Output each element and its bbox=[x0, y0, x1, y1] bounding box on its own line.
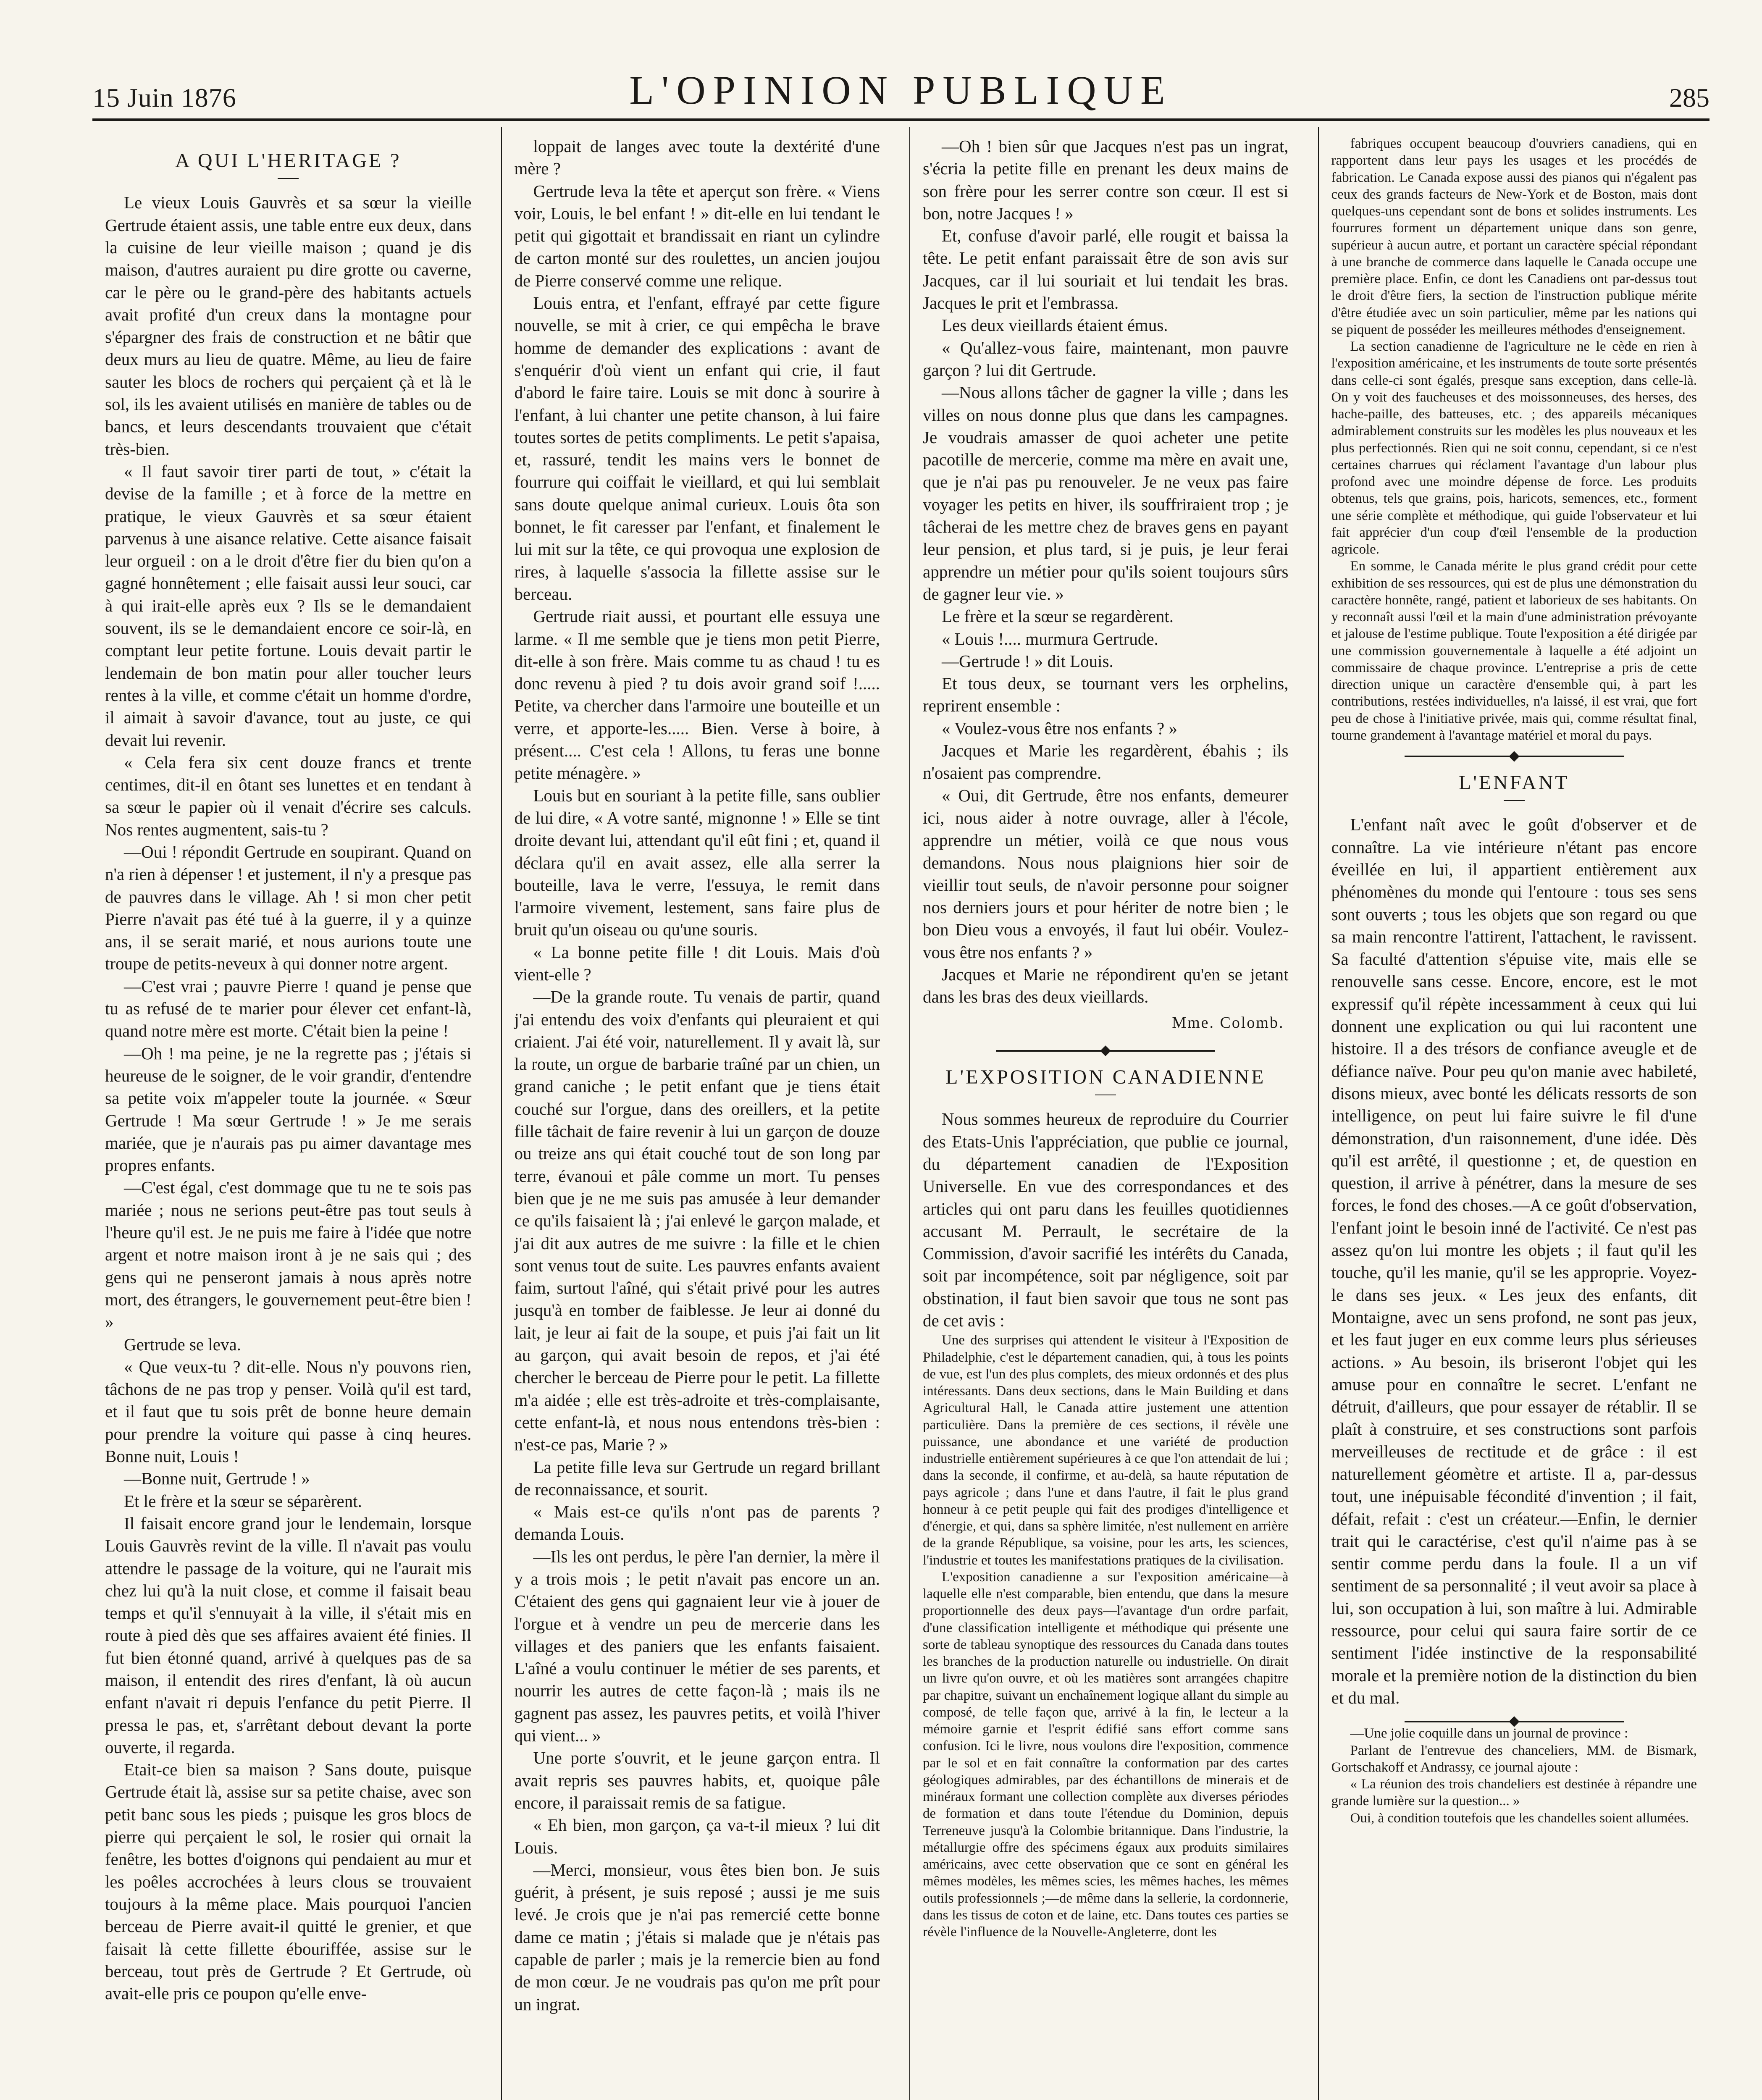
paragraph: Une des surprises qui attendent le visiteur à l'Exposition de Philadelphie, c'est le département canadien, qui, à tous les points de vue, est l'un des plus complets, des mieux ordonnés et des plus intéressants. Dans deux sections, dans le Main Building et dans Agricultural Hall, le Canada attire justement une attention particulière. Dans la première de ces sections, il révèle une puissance, une abondance et une variété de production industrielle entièrement supérieures à ce que l'on attendait de lui ; dans la seconde, il confirme, et au-delà, sa haute réputation de pays agricole ; dans l'une et dans l'autre, il fait le plus grand honneur à ce petit peuple qui fait des prodiges d'intelligence et d'énergie, et qui, dans sa sphère limitée, n'est nullement en arrière de la grande République, sa voisine, pour les arts, les sciences, l'industrie et toutes les manifestations pratiques de la civilisation. bbox=[923, 1333, 1289, 1568]
page-number: 285 bbox=[1669, 83, 1709, 113]
paragraph: « La bonne petite fille ! dit Louis. Mais d'où vient-elle ? bbox=[514, 942, 880, 984]
paragraph: —Ils les ont perdus, le père l'an dernier, la mère il y a trois mois ; le petit n'avait pas encore un an. C'étaient des gens qui gagnaient leur vie à jouer de l'orgue et à vendre un peu de mercerie dans les villages et des paniers que les enfants faisaient. L'aîné a voulu continuer le métier de ses parents, et nourrir les autres de cette façon-là ; mais ils ne gagnent pas assez, les pauvres petits, et voilà l'hiver qui vient... » bbox=[514, 1546, 880, 1746]
paragraph: La petite fille leva sur Gertrude un regard brillant de reconnaissance, et sourit. bbox=[514, 1457, 880, 1499]
paragraph: —Oh ! bien sûr que Jacques n'est pas un ingrat, s'écria la petite fille en prenant les deux mains de son frère pour les serrer contre son cœur. Il est si bon, notre Jacques ! » bbox=[923, 136, 1289, 223]
section-divider bbox=[996, 1050, 1215, 1052]
exposition-quote-part2 bbox=[1331, 135, 1697, 744]
paragraph: Oui, à condition toutefois que les chandelles soient allumées. bbox=[1350, 1810, 1689, 1826]
paragraph: « Oui, dit Gertrude, être nos enfants, demeurer ici, nous aider à notre ouvrage, aller à l'école, apprendre un métier, voilà ce que nous vous demandons. Nous nous plaignions hier soir de vieillir tout seuls, de n'avoir personne pour soigner nos derniers jours et pour hériter de notre bien ; le bon Dieu vous a envoyés, il faut lui obéir. Voulez-vous être nos enfants ? » bbox=[923, 785, 1289, 962]
title-rule bbox=[278, 178, 299, 179]
paragraph: « Que veux-tu ? dit-elle. Nous n'y pouvons rien, tâchons de ne pas trop y penser. Voilà qu'il est tard, et il faut que tu sois prêt de bonne heure demain pour prendre la voiture qui passe à cinq heures. Bonne nuit, Louis ! bbox=[105, 1357, 472, 1466]
paragraph: —Une jolie coquille dans un journal de province : bbox=[1350, 1726, 1628, 1741]
article-heritage-part3 bbox=[923, 135, 1289, 1008]
paragraph: Et le frère et la sœur se séparèrent. bbox=[124, 1491, 362, 1511]
paragraph: —C'est égal, c'est dommage que tu ne te sois pas mariée ; nous ne serions peut-être pas tout seuls à l'heure qu'il est. Je ne puis me faire à l'idée que notre argent et notre maison iront à je ne sais qui ; des gens qui ne penseront jamais à nous après notre mort, des étrangers, le gouvernement peut-être bien ! » bbox=[105, 1178, 472, 1332]
newspaper-title: L'OPINION PUBLIQUE bbox=[629, 68, 1173, 113]
paragraph: Louis entra, et l'enfant, effrayé par cette figure nouvelle, se mit à crier, ce qui empêcha le brave homme de demander des explications : avant de s'enquérir d'où vient un enfant qui crie, il faut d'abord le faire taire. Louis se mit donc à sourire à l'enfant, à lui chanter une petite chanson, à lui faire toutes sortes de petits compliments. Le petit s'apaisa, et, rassuré, tendit les mains vers le bonnet de fourrure qui coiffait le vieillard, et qui lui semblait sans doute quelque animal curieux. Louis ôta son bonnet, le fit caresser par l'enfant, et finalement le lui mit sur la tête, ce qui provoqua une explosion de rires, à laquelle s'associa la fillette assise sur le berceau. bbox=[514, 293, 880, 604]
paragraph: —Oui ! répondit Gertrude en soupirant. Quand on n'a rien à dépenser ! et justement, il n'y a presque pas de pauvres dans le village. Ah ! si mon cher petit Pierre n'avait pas été tué à la guerre, il y a quinze ans, il se serait marié, et nous aurions toute une troupe de petits-neveux à qui donner notre argent. bbox=[105, 842, 472, 974]
paragraph: En somme, le Canada mérite le plus grand crédit pour cette exhibition de ses ressources, qui est de plus une démonstration du caractère honnête, rangé, patient et laborieux de ses habitants. On y reconnaît aussi l'œil et la main d'une administration prévoyante et jalouse de l'estime publique. Toute l'exposition a été dirigée par une commission gouvernementale à laquelle a été adjoint un commissaire de chaque province. L'entreprise a pris de cette direction unique un caractère d'ensemble qui, à part les contributions, restées individuelles, n'a laissé, il est vrai, que fort peu de chose à l'initiative privée, mais qui, comme résultat final, tourne grandement à l'avantage matériel et moral du pays. bbox=[1331, 559, 1697, 743]
paragraph: loppait de langes avec toute la dextérité d'une mère ? bbox=[514, 136, 880, 178]
paragraph: Et tous deux, se tournant vers les orphelins, reprirent ensemble : bbox=[923, 674, 1289, 716]
paragraph: Jacques et Marie les regardèrent, ébahis ; ils n'osaient pas comprendre. bbox=[923, 741, 1289, 783]
column-2 bbox=[501, 127, 893, 2100]
columns bbox=[92, 127, 1709, 2100]
brief-note bbox=[1331, 1725, 1697, 1827]
paragraph: « Voulez-vous être nos enfants ? » bbox=[942, 718, 1177, 738]
paragraph: « Eh bien, mon garçon, ça va-t-il mieux ? lui dit Louis. bbox=[514, 1815, 880, 1857]
paragraph: Les deux vieillards étaient émus. bbox=[942, 315, 1168, 335]
paragraph: Le frère et la sœur se regardèrent. bbox=[942, 606, 1174, 626]
exposition-quote-part1 bbox=[923, 1332, 1289, 1940]
column-4 bbox=[1318, 127, 1710, 2100]
paragraph: Gertrude se leva. bbox=[124, 1334, 241, 1354]
article-title-enfant: L'ENFANT bbox=[1458, 772, 1570, 794]
paragraph: —Merci, monsieur, vous êtes bien bon. Je suis guérit, à présent, je suis reposé ; aussi je me suis levé. Je crois que je n'ai pas remercié cette bonne dame ce matin ; j'étais si malade que je n'étais pas capable de parler ; mais je la remercie bien au fond de mon cœur. Je ne voudrais pas qu'on me prît pour un ingrat. bbox=[514, 1860, 880, 2014]
paragraph: Il faisait encore grand jour le lendemain, lorsque Louis Gauvrès revint de la ville. Il n'avait pas voulu attendre le passage de la voiture, qui ne l'aurait mis chez lui qu'à la nuit close, et comme il faisait beau temps et qu'il s'ennuyait à la ville, il s'était mis en route à pied dès que ses affaires avaient été finies. Il fut bien étonné quand, arrivé à quelques pas de sa maison, il entendit des rires d'enfant, là où aucun enfant n'avait ri depuis l'enfance du petit Pierre. Il pressa le pas, et, s'arrêtant debout devant la porte ouverte, il regarda. bbox=[105, 1513, 472, 1757]
paragraph: Et, confuse d'avoir parlé, elle rougit et baissa la tête. Le petit enfant paraissait être de son avis sur Jacques, car il lui souriait et lui tendait les bras. Jacques le prit et l'embrassa. bbox=[923, 226, 1289, 313]
paragraph: —Oh ! ma peine, je ne la regrette pas ; j'étais si heureuse de le soigner, de le voir grandir, d'entendre sa petite voix m'appeler toute la journée. « Sœur Gertrude ! Ma sœur Gertrude ! » Je me serais mariée, que je n'aurais pas pu aimer davantage mes propres enfants. bbox=[105, 1043, 472, 1175]
article-title-exposition: L'EXPOSITION CANADIENNE bbox=[945, 1066, 1266, 1088]
paragraph: La section canadienne de l'agriculture ne le cède en rien à l'exposition américaine, et les instruments de toute sorte présentés dans celle-ci sont égalés, presque sans exception, dans celle-là. On y voit des faucheuses et des moissonneuses, des herses, des hache-paille, des batteuses, etc. ; des appareils mécaniques admirablement construits sur les modèles les plus nouveaux et les plus perfectionnés. Rien qui ne soit connu, cependant, si ce n'est certaines charrues qui réclament l'avantage d'un labour plus profond avec une moindre dépense de force. Les produits obtenus, tels que grains, pois, haricots, semences, etc., forment une série complète et méthodique, qui guide l'observateur et lui fait apprécier d'un coup d'œil l'ensemble de la production agricole. bbox=[1331, 339, 1697, 557]
paragraph: —Gertrude ! » dit Louis. bbox=[942, 651, 1113, 671]
paragraph: Une porte s'ouvrit, et le jeune garçon entra. Il avait repris ses pauvres habits, et, quoique pâle encore, il paraissait remis de sa fatigue. bbox=[514, 1748, 880, 1812]
paragraph: —De la grande route. Tu venais de partir, quand j'ai entendu des voix d'enfants qui pleuraient et qui criaient. J'ai été voir, naturellement. Il y avait là, sur la route, un orgue de barbarie traîné par un chien, un grand caniche ; le petit enfant que je tiens était couché sur l'orgue, dans des oreillers, et la petite fille tâchait de faire revenir à lui un garçon de douze ou treize ans qui était couché tout de son long par terre, évanoui et pâle comme un mort. Tu penses bien que je ne me suis pas amusée à leur demander ce qu'ils faisaient là ; j'ai enlevé le garçon malade, et j'ai dit aux autres de me suivre : la fille et le chien sont venus tout de suite. Les pauvres enfants avaient faim, surtout l'aîné, qui s'était privé pour les autres jusqu'à en tomber de faiblesse. Je leur ai donné du lait, je leur ai fait de la soupe, et puis j'ai fait un lit au garçon, qui avait besoin de repos, et j'ai été chercher le berceau de Pierre pour le petit. La fillette m'a aidée ; elle est très-adroite et très-complaisante, cette enfant-là, et nous nous entendons très-bien : n'est-ce pas, Marie ? » bbox=[514, 987, 880, 1454]
exposition-intro: Nous sommes heureux de reproduire du Courrier des Etats-Unis l'appréciation, que publie ce journal, du département canadien de l'Exposition Universelle. En vue des correspondances et des articles qui ont paru dans les feuilles quotidiennes accusant M. Perrault, le secrétaire de la Commission, d'avoir sacrifié les intérêts du Canada, soit par incompétence, soit par négligence, soit par obstination, il faut bien savoir que tous ne sont pas de cet avis : bbox=[923, 1109, 1289, 1331]
paragraph: Louis but en souriant à la petite fille, sans oublier de lui dire, « A votre santé, mignonne ! » Elle se tint droite devant lui, attendant qu'il eût fini ; et, quand il déclara qu'il en avait assez, elle alla serrer la bouteille, lava le verre, l'essuya, le remit dans l'armoire vivement, lestement, sans faire plus de bruit qu'un oiseau ou qu'une souris. bbox=[514, 785, 880, 940]
paragraph: Jacques et Marie ne répondirent qu'en se jetant dans les bras des deux vieillards. bbox=[923, 964, 1289, 1007]
paragraph: L'exposition canadienne a sur l'exposition américaine—à laquelle elle n'est comparable, bien entendu, que dans la mesure proportionnelle des deux pays—l'avantage d'un ordre parfait, d'une classification intelligente et méthodique qui présente une sorte de tableau synoptique des ressources du Canada dans toutes les branches de la production naturelle ou industrielle. On dirait un livre qu'on ouvre, et où les matières sont arrangées chapitre par chapitre, suivant un enchaînement logique allant du simple au composé, de telle façon que, arrivé à la fin, le lecteur a la mémoire garnie et l'esprit édifié sans effort comme sans confusion. Ici le livre, nous voulons dire l'exposition, commence par le sol et en fait connaître la conformation par des cartes géologiques admirables, par des échantillons de minerais et de minéraux formant une collection complète aux diverses périodes de formation et dans toute l'étendue du Dominion, depuis Terreneuve jusqu'à la Colombie britannique. Dans l'industrie, la métallurgie offre des spécimens égaux aux produits similaires américains, avec cette observation que ce sont en général les mêmes modèles, les mêmes scies, les mêmes haches, les mêmes outils professionnels ;—de même dans la sellerie, la cordonnerie, dans les tissus de coton et de laine, etc. Dans toutes ces parties se révèle l'influence de la Nouvelle-Angleterre, dont les bbox=[923, 1569, 1289, 1940]
paragraph: —Bonne nuit, Gertrude ! » bbox=[124, 1469, 310, 1488]
paragraph: Gertrude leva la tête et aperçut son frère. « Viens voir, Louis, le bel enfant ! » dit-elle en lui tendant le petit qui gigottait et brandissait en riant un cylindre de carton monté sur des roulettes, un ancien joujou de Pierre conservé comme une relique. bbox=[514, 181, 880, 290]
paragraph: Etait-ce bien sa maison ? Sans doute, puisque Gertrude était là, assise sur sa petite chaise, avec son petit banc sous les pieds ; puisque les gros blocs de pierre qui perçaient le sol, le rosier qui ornait la fenêtre, les bottes d'oignons qui pendaient au mur et les poêles accrochées à leurs clous se trouvaient toujours à la même place. Mais pourquoi l'ancien berceau de Pierre avait-il quitté le grenier, et que faisait là cette fillette ébouriffée, assise sur le berceau, tout près de Gertrude ? Et Gertrude, où avait-elle pris ce poupon qu'elle enve- bbox=[105, 1760, 472, 2003]
paragraph: « La réunion des trois chandeliers est destinée à répandre une grande lumière sur la question... » bbox=[1331, 1777, 1697, 1809]
paragraph: fabriques occupent beaucoup d'ouvriers canadiens, qui en rapportent dans leur pays les usages et les procédés de fabrication. Le Canada expose aussi des pianos qui n'égalent pas ceux des grands facteurs de New-York et de Boston, mais dont quelques-uns cependant sont de bons et solides instruments. Les fourrures forment un département unique dans son genre, supérieur à aucun autre, et portant un caractère spécial répondant à une branche de commerce dans laquelle le Canada occupe une première place. Enfin, ce dont les Canadiens ont par-dessus tout le droit d'être fiers, la section de l'instruction publique mérite d'être étudiée avec un soin particulier, même par les nations qui se piquent de posséder les meilleures méthodes d'enseignement. bbox=[1331, 136, 1697, 337]
column-1 bbox=[92, 127, 484, 2100]
paragraph: Le vieux Louis Gauvrès et sa sœur la vieille Gertrude étaient assis, une table entre eux deux, dans la cuisine de leur vieille maison ; quand je dis maison, d'autres auraient pu dire grotte ou caverne, car le père ou le grand-père des habitants actuels avait profité d'un creux dans la montagne pour s'épargner des frais de construction et ne bâtir que deux murs au lieu de quatre. Même, au lieu de faire sauter les blocs de rochers qui perçaient çà et là le sol, ils les avaient utilisés en manière de tables ou de bancs, et leurs descendants trouvaient que c'était très-bien. bbox=[105, 193, 472, 459]
paragraph: « Mais est-ce qu'ils n'ont pas de parents ? demanda Louis. bbox=[514, 1502, 880, 1544]
article-title-heritage: A QUI L'HERITAGE ? bbox=[175, 150, 402, 172]
paragraph: « Cela fera six cent douze francs et trente centimes, dit-il en ôtant ses lunettes et en tendant à sa sœur le papier où il venait d'écrire ses calculs. Nos rentes augmentent, sais-tu ? bbox=[105, 752, 472, 839]
enfant-body: L'enfant naît avec le goût d'observer et de connaître. La vie intérieure n'étant pas encore éveillée en lui, il appartient entièrement aux phénomènes du monde qui l'entoure : tous ses sens sont ouverts ; tous les objets que son regard ou que sa main rencontre l'attirent, l'attachent, le ravissent. Sa faculté d'attention s'épuise vite, mais elle se renouvelle sans cesse. Encore, encore, est le mot expressif qu'il répète incessamment à ceux qui lui donnent une explication ou qui lui racontent une histoire. Il a des trésors de confiance aveugle et de défiance naïve. Pour peu qu'on manie avec habileté, disons mieux, avec bonté les délicats ressorts de son intelligence, on peut lui faire suivre le fil d'une démonstration, d'un raisonnement, d'une idée. Dès qu'il est arrêté, il questionne ; et, de question en question, il arrive à pénétrer, dans la mesure de ses forces, le fond des choses.—A ce goût d'observation, l'enfant joint le besoin inné de l'activité. Ce n'est pas assez qu'on lui montre les objets ; il faut qu'il les touche, qu'il les manie, qu'il se les approprie. Voyez-le dans ses jeux. « Les jeux des enfants, dit Montaigne, avec un sens profond, ne sont pas jeux, et les faut juger en eux comme leurs plus sérieuses actions. » Au besoin, ils briseront l'objet qui les amuse pour en connaître le secret. L'enfant ne détruit, d'ailleurs, que pour essayer de rétablir. Il se plaît à construire, et ses constructions sont parfois merveilleuses de rectitude et de grâce : il est naturellement géomètre et artiste. Il a, par-dessus tout, une inépuisable fécondité d'invention ; il fait, défait, refait : c'est un créateur.—Enfin, le dernier trait qui le caractérise, c'est qu'il n'aime pas à se sentir comme perdu dans la foule. Il a un vif sentiment de sa personnalité ; il veut avoir sa place à lui, son occupation à lui, son maître à lui. Admirable ressource, pour celui qui saura faire sortir de ce sentiment l'idée instinctive de la responsabilité morale et la première notion de la distinction du bien et du mal. bbox=[1331, 815, 1697, 1707]
paragraph: —C'est vrai ; pauvre Pierre ! quand je pense que tu as refusé de te marier pour élever cet enfant-là, quand notre mère est morte. C'était bien la peine ! bbox=[105, 976, 472, 1041]
column-3 bbox=[909, 127, 1301, 2100]
title-rule bbox=[1504, 800, 1525, 801]
paragraph: Gertrude riait aussi, et pourtant elle essuya une larme. « Il me semble que je tiens mon petit Pierre, dit-elle à son frère. Mais comme tu as chaud ! tu es donc revenu à pied ? tu dois avoir grand soif !..... Petite, va chercher dans l'armoire une bouteille et un verre, et apporte-les..... Bien. Verse à boire, à présent.... C'est cela ! Allons, tu feras une bonne petite ménagère. » bbox=[514, 606, 880, 783]
author-signature: Mme. Colomb. bbox=[1172, 1013, 1284, 1032]
article-heritage-part1 bbox=[105, 192, 472, 2005]
section-divider bbox=[1405, 1721, 1624, 1722]
paragraph: « Qu'allez-vous faire, maintenant, mon pauvre garçon ? lui dit Gertrude. bbox=[923, 338, 1289, 380]
article-heritage-part2 bbox=[515, 135, 880, 2016]
paragraph: « Louis !.... murmura Gertrude. bbox=[942, 629, 1158, 648]
issue-date: 15 Juin 1876 bbox=[92, 83, 236, 113]
paragraph: Parlant de l'entrevue des chanceliers, MM. de Bismark, Gortschakoff et Andrassy, ce journal ajoute : bbox=[1331, 1743, 1697, 1775]
paragraph: —Nous allons tâcher de gagner la ville ; dans les villes on nous donne plus que dans les campagnes. Je voudrais amasser de quoi acheter une petite pacotille de mercerie, comme ma mère en avait une, que je n'ai pas pu renouveler. Je ne veux pas faire voyager les petits en hiver, ils souffriraient trop ; je tâcherai de les mettre chez de braves gens en payant leur pension, et plus tard, si je puis, je leur ferai apprendre un métier pour qu'ils soient toujours sûrs de gagner leur vie. » bbox=[923, 383, 1289, 604]
section-divider bbox=[1405, 756, 1624, 757]
masthead bbox=[92, 63, 1709, 121]
paragraph: « Il faut savoir tirer parti de tout, » c'était la devise de la famille ; et à force de la mettre en pratique, le vieux Gauvrès et sa sœur étaient parvenus à une aisance relative. Cette aisance faisait leur orgueil : on a le droit d'être fier du bien qu'on a gagné honnêtement ; elle faisait aussi leur souci, car à qui irait-elle après eux ? Ils se le demandaient souvent, ils se le demandaient encore ce soir-là, en comptant leur petite fortune. Louis devait partir le lendemain de bon matin pour aller toucher leurs rentes à la ville, et comme c'était un homme d'ordre, il aimait à savoir d'avance, tout au juste, ce qui devait lui revenir. bbox=[105, 461, 472, 750]
